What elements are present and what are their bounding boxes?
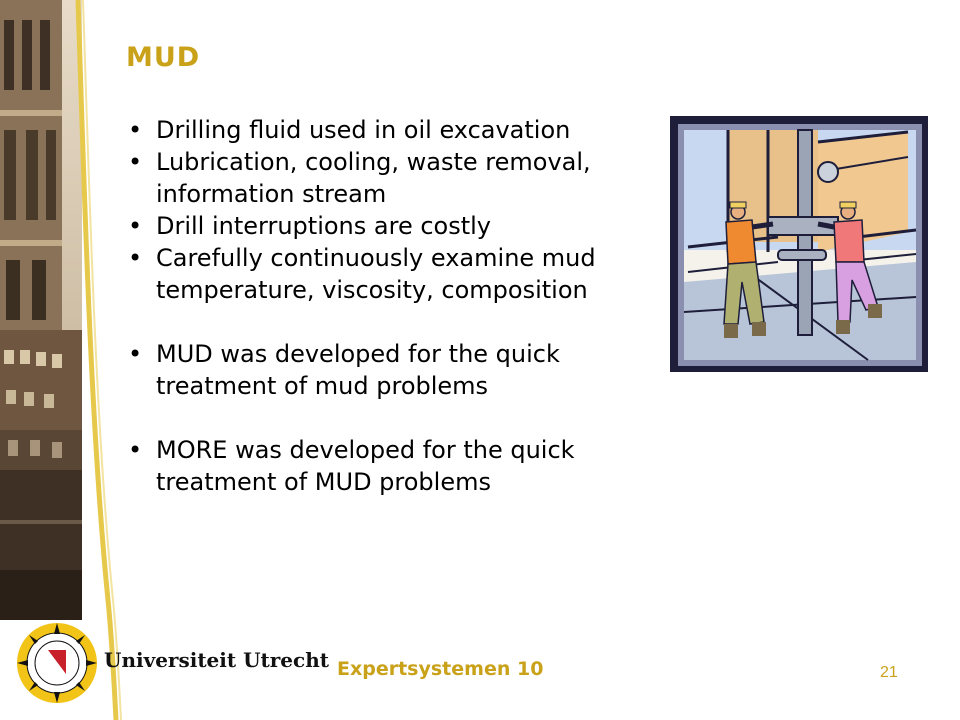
bullet-item: • Carefully continuously examine mud temperature, viscosity, composition xyxy=(126,242,666,306)
bullet-item: • MORE was developed for the quick treatment of MUD problems xyxy=(126,434,666,498)
university-name: Universiteit Utrecht xyxy=(104,648,329,672)
bullet-item: • MUD was developed for the quick treatment of mud problems xyxy=(126,338,666,402)
bullet-item: • Drill interruptions are costly xyxy=(126,210,666,242)
university-seal-icon xyxy=(14,620,100,706)
footer-course-title: Expertsystemen 10 xyxy=(337,658,544,680)
oil-drill-workers-illustration xyxy=(668,112,932,378)
bullet-item: • Drilling fluid used in oil excavation xyxy=(126,114,666,146)
slide-title: MUD xyxy=(126,42,201,73)
bullet-item: • Lubrication, cooling, waste removal, information stream xyxy=(126,146,666,210)
university-logo xyxy=(14,620,329,708)
page-number: 21 xyxy=(880,664,898,681)
bullet-list xyxy=(126,114,666,498)
cathedral-photo xyxy=(0,0,82,620)
